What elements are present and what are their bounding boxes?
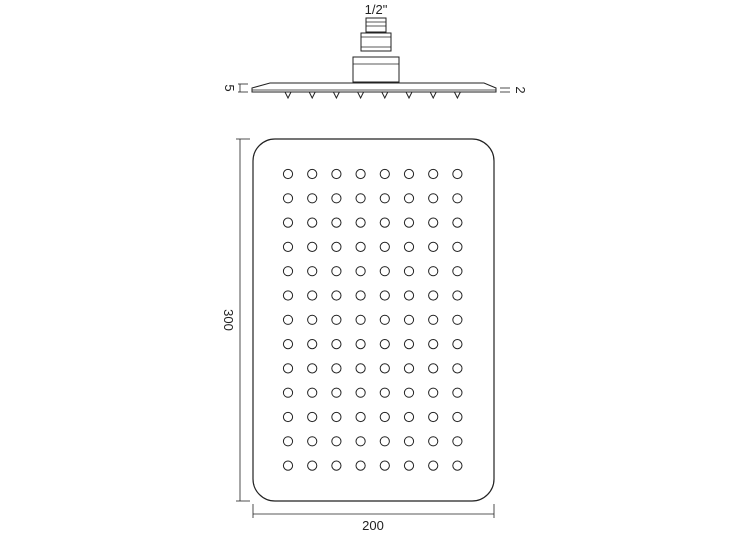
nozzle: [380, 461, 389, 470]
nozzle: [356, 242, 365, 251]
nozzle: [380, 412, 389, 421]
nozzle-tip: [309, 92, 315, 98]
nozzle: [429, 194, 438, 203]
nozzle: [308, 461, 317, 470]
nozzle: [356, 291, 365, 300]
nozzle: [380, 267, 389, 276]
nozzle: [453, 267, 462, 276]
nozzle: [404, 169, 413, 178]
nozzle: [356, 388, 365, 397]
nozzle: [429, 412, 438, 421]
nozzle: [404, 437, 413, 446]
nozzle: [380, 364, 389, 373]
nozzle: [283, 340, 292, 349]
nozzle: [453, 169, 462, 178]
nozzle: [332, 340, 341, 349]
nozzle: [356, 340, 365, 349]
nozzle: [404, 340, 413, 349]
nozzle: [332, 169, 341, 178]
connector-size-label: 1/2": [364, 2, 388, 17]
nozzle: [453, 388, 462, 397]
nozzle: [453, 242, 462, 251]
nozzle: [283, 218, 292, 227]
nozzle: [283, 291, 292, 300]
nozzle: [380, 194, 389, 203]
nozzle: [429, 169, 438, 178]
nozzle: [308, 412, 317, 421]
nozzle: [429, 388, 438, 397]
nozzle: [356, 267, 365, 276]
plate-thickness-label: 5: [222, 84, 237, 92]
nozzle: [356, 364, 365, 373]
nozzle: [283, 412, 292, 421]
side-view: [222, 2, 528, 98]
nozzle: [332, 291, 341, 300]
nozzle: [283, 267, 292, 276]
nozzle: [380, 169, 389, 178]
nozzle: [453, 340, 462, 349]
nozzle: [356, 412, 365, 421]
nozzle: [308, 291, 317, 300]
nozzle: [308, 218, 317, 227]
nozzle: [453, 315, 462, 324]
nozzle: [404, 218, 413, 227]
nozzle: [356, 437, 365, 446]
front-view: [221, 139, 494, 533]
nozzle-tip: [454, 92, 460, 98]
nozzle-tip: [430, 92, 436, 98]
nozzle: [453, 291, 462, 300]
nozzle: [404, 242, 413, 251]
nozzle: [380, 242, 389, 251]
nozzle: [308, 267, 317, 276]
nozzle: [332, 437, 341, 446]
nozzle: [429, 218, 438, 227]
nozzle: [453, 412, 462, 421]
nozzle: [308, 194, 317, 203]
nozzle: [308, 437, 317, 446]
nozzle: [283, 242, 292, 251]
arm-mount: [353, 57, 399, 82]
nozzle: [380, 315, 389, 324]
nozzle: [404, 461, 413, 470]
nozzle: [283, 461, 292, 470]
nozzle: [283, 364, 292, 373]
nozzle: [429, 437, 438, 446]
nozzle: [380, 291, 389, 300]
nozzle: [429, 461, 438, 470]
nozzle: [356, 315, 365, 324]
nozzle: [404, 194, 413, 203]
nozzle-grid: [283, 169, 462, 470]
nozzle: [332, 267, 341, 276]
nozzle: [332, 218, 341, 227]
nozzle: [283, 315, 292, 324]
nozzle-tip: [333, 92, 339, 98]
nozzle: [453, 218, 462, 227]
nozzle: [356, 218, 365, 227]
nozzle: [332, 315, 341, 324]
nozzle: [429, 242, 438, 251]
nozzle: [356, 461, 365, 470]
nozzle: [308, 242, 317, 251]
shower-plate-side: [252, 83, 496, 92]
nozzle: [380, 437, 389, 446]
nozzle: [332, 194, 341, 203]
nozzle: [283, 169, 292, 178]
nozzle: [380, 218, 389, 227]
nozzle: [453, 461, 462, 470]
nozzle: [453, 437, 462, 446]
nozzle: [404, 364, 413, 373]
nozzle: [453, 194, 462, 203]
nozzle: [380, 388, 389, 397]
nozzle: [404, 315, 413, 324]
nozzle: [356, 169, 365, 178]
nozzle: [404, 388, 413, 397]
nozzle: [308, 364, 317, 373]
nozzle: [283, 388, 292, 397]
nozzle-tips: [285, 92, 460, 98]
nozzle: [308, 388, 317, 397]
nozzle: [429, 291, 438, 300]
nozzle: [283, 437, 292, 446]
nozzle: [308, 169, 317, 178]
connector-nut: [361, 33, 391, 51]
plate-edge-label: 2: [513, 86, 528, 94]
nozzle: [404, 291, 413, 300]
nozzle: [404, 267, 413, 276]
nozzle: [356, 194, 365, 203]
width-dimension-label: 200: [362, 518, 384, 533]
nozzle: [332, 242, 341, 251]
nozzle: [308, 315, 317, 324]
nozzle: [332, 461, 341, 470]
nozzle: [332, 412, 341, 421]
nozzle: [453, 364, 462, 373]
nozzle-tip: [358, 92, 364, 98]
nozzle: [283, 194, 292, 203]
height-dimension-label: 300: [221, 309, 236, 331]
nozzle: [429, 315, 438, 324]
nozzle-tip: [382, 92, 388, 98]
nozzle-tip: [406, 92, 412, 98]
connector-thread: [366, 18, 386, 32]
nozzle: [308, 340, 317, 349]
nozzle-tip: [285, 92, 291, 98]
nozzle: [380, 340, 389, 349]
nozzle: [332, 388, 341, 397]
nozzle: [429, 267, 438, 276]
nozzle: [429, 340, 438, 349]
nozzle: [332, 364, 341, 373]
nozzle: [429, 364, 438, 373]
nozzle: [404, 412, 413, 421]
